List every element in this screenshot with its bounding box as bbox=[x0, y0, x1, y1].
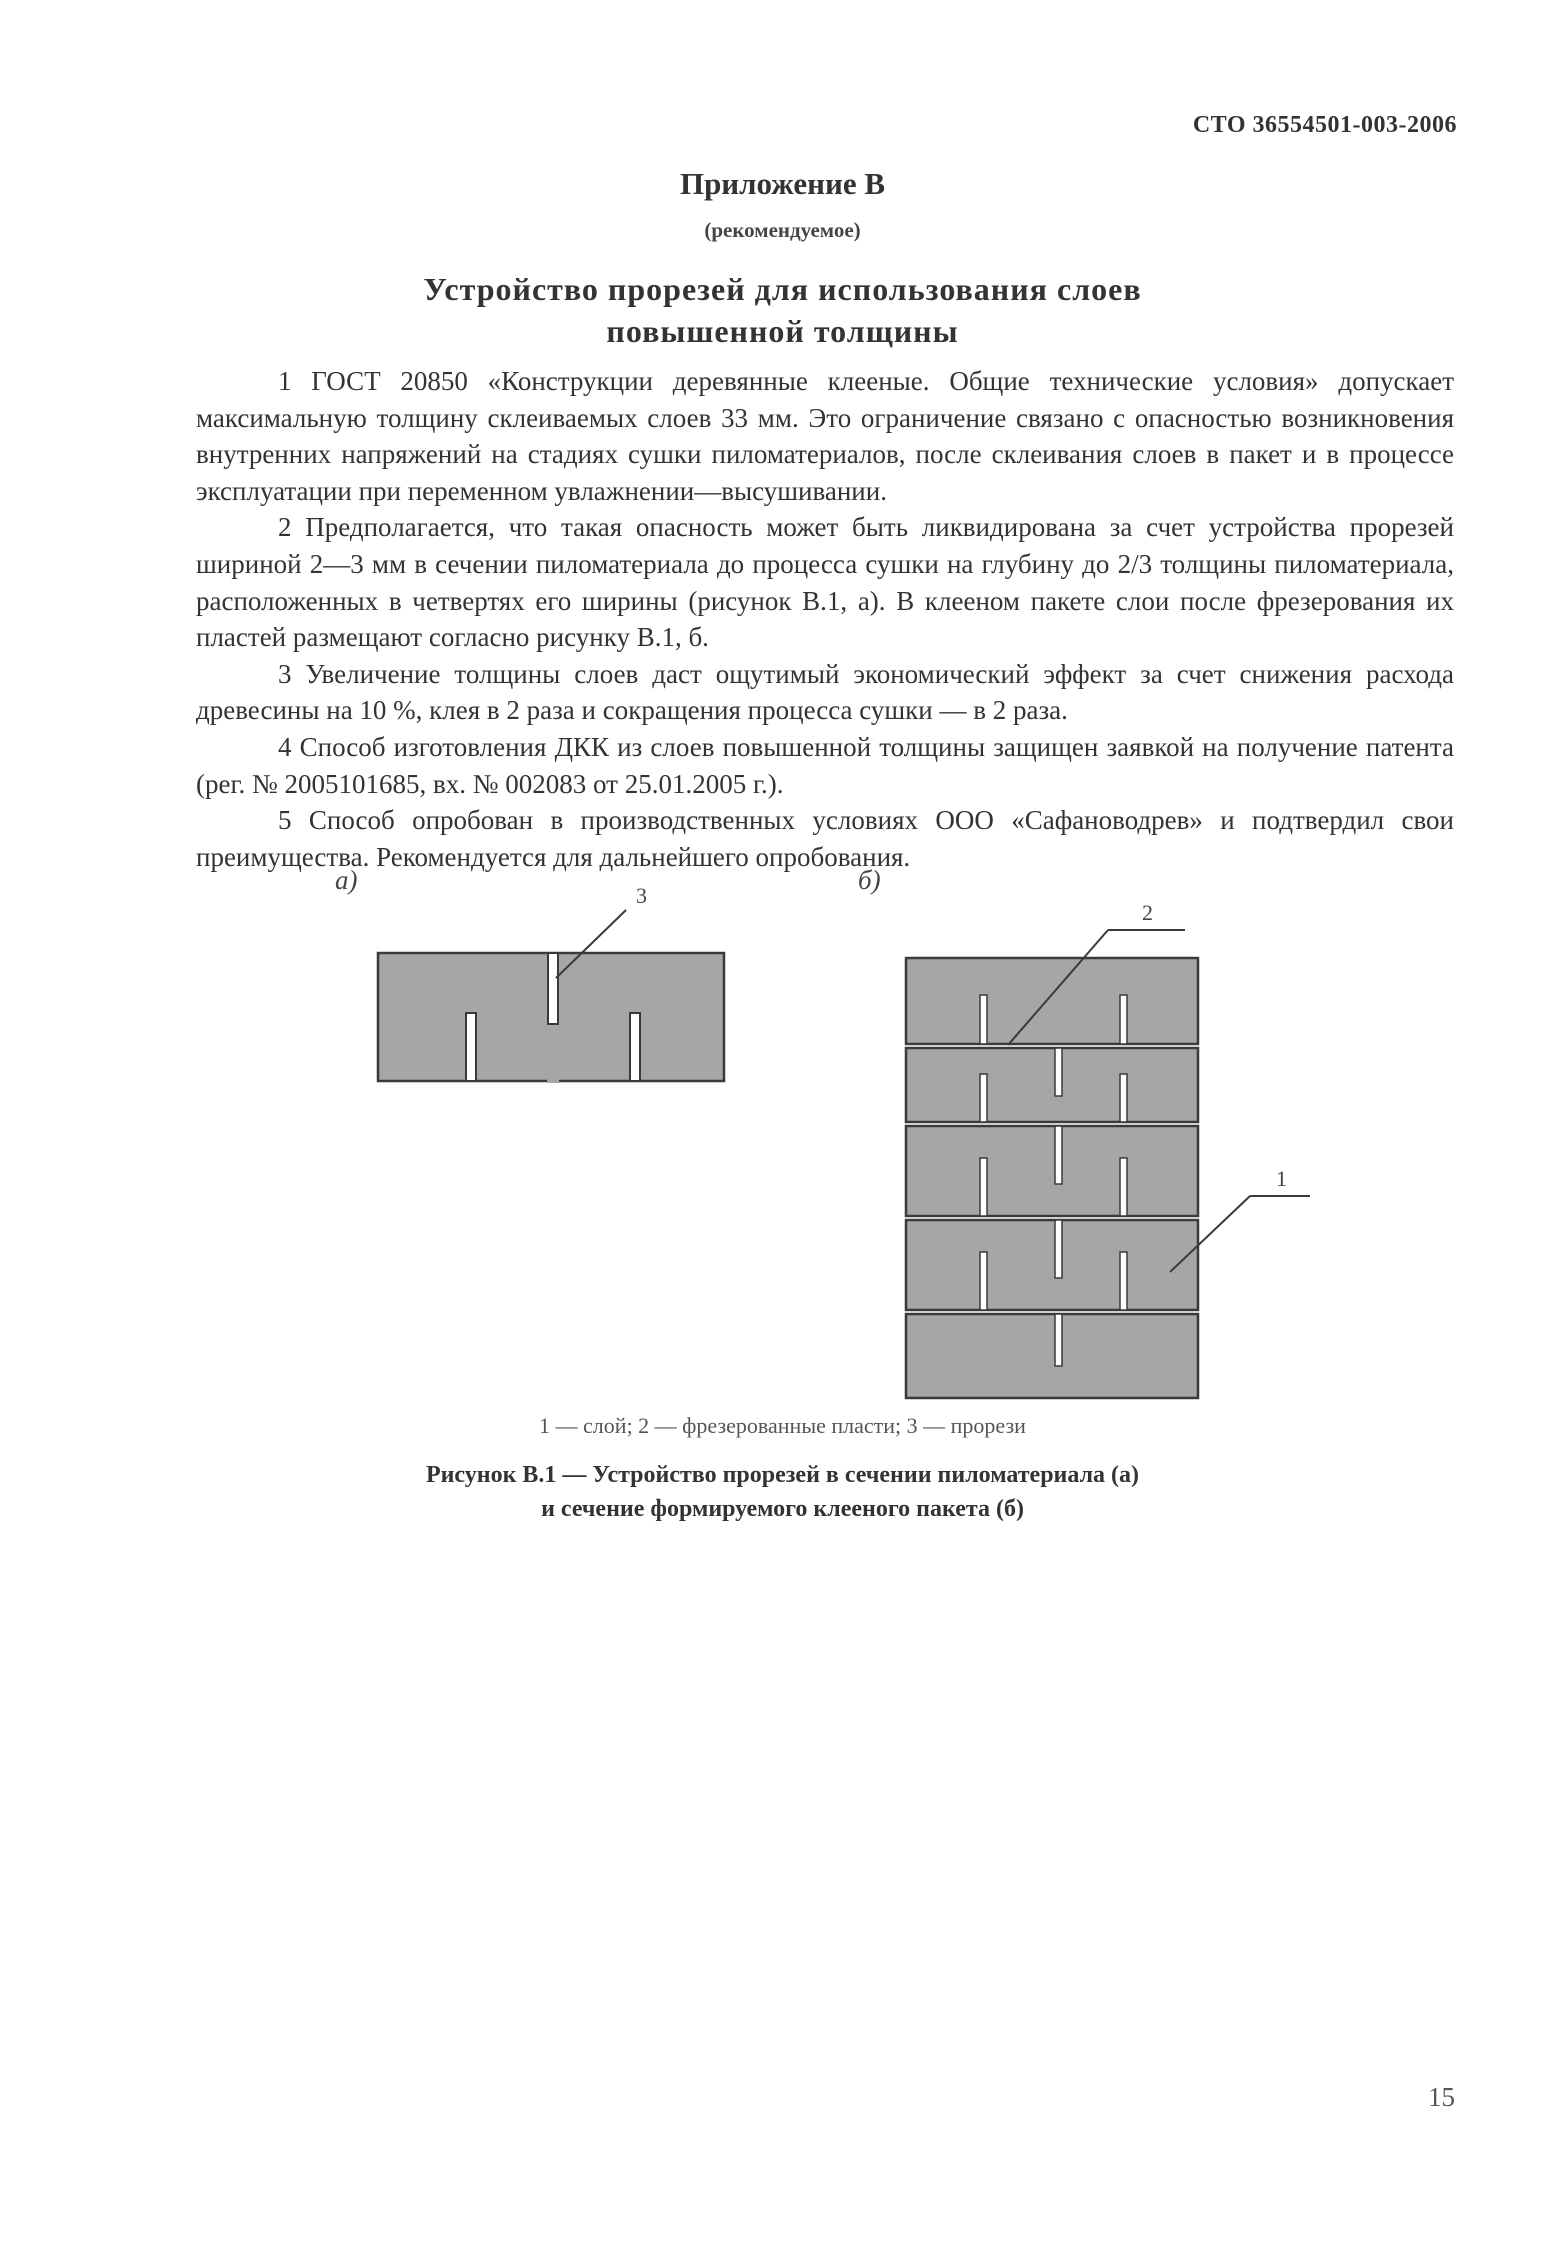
callout-1: 1 bbox=[1276, 1166, 1287, 1191]
paragraph-4: 4 Способ изготовления ДКК из слоев повышенной толщины защищен заявкой на получение патента (рег. № 2005101685, вх. № 002083 от 25.01.2005 г.). bbox=[196, 731, 1454, 799]
kerf-bottom-right bbox=[630, 1013, 640, 1081]
figure-caption-line-2: и сечение формируемого клееного пакета (б) bbox=[541, 1496, 1024, 1522]
kerf bbox=[980, 1252, 987, 1310]
kerf bbox=[980, 1158, 987, 1216]
layer-3 bbox=[906, 1126, 1198, 1216]
kerf bbox=[1055, 1126, 1062, 1184]
kerf bbox=[1055, 1048, 1062, 1096]
board-a-edge bbox=[547, 1077, 559, 1083]
document-code: СТО 36554501-003-2006 bbox=[1192, 112, 1457, 138]
kerf bbox=[1120, 1158, 1127, 1216]
layer-2 bbox=[906, 1048, 1198, 1122]
kerf-top bbox=[548, 953, 558, 1024]
layer-5 bbox=[906, 1314, 1198, 1398]
kerf-bottom-left bbox=[466, 1013, 476, 1081]
section-heading-line-1: Устройство прорезей для использования слоев bbox=[423, 271, 1142, 307]
kerf bbox=[1055, 1220, 1062, 1278]
figure-label-a: а) bbox=[335, 865, 358, 895]
paragraph-2: 2 Предполагается, что такая опасность может быть ликвидирована за счет устройства прорезей шириной 2—3 мм в сечении пиломатериала до процесса сушки на глубину до 2/3 толщины пиломатериала, расположенных в четвертях его ширины (рисунок В.1, а). В клееном пакете слои после фрезерования их пластей размещают согласно рисунку В.1, б. bbox=[196, 512, 1454, 653]
kerf bbox=[1120, 1252, 1127, 1310]
figure-caption bbox=[0, 1458, 1565, 1526]
board-cross-section-a bbox=[378, 883, 724, 1083]
callout-3: 3 bbox=[636, 883, 647, 908]
callout-2: 2 bbox=[1142, 900, 1153, 925]
paragraph-1: 1 ГОСТ 20850 «Конструкции деревянные клееные. Общие технические условия» допускает максимальную толщину склеиваемых слоев 33 мм. Это ограничение связано с опасностью возникновения внутренних напряжений на стадиях сушки пиломатериалов, после склеивания слоев в пакет и в процессе эксплуатации при переменном увлажнении—высушивании. bbox=[196, 366, 1454, 506]
paragraph-5: 5 Способ опробован в производственных условиях ООО «Сафановодрев» и подтвердил свои преимущества. Рекомендуется для дальнейшего опробования. bbox=[196, 805, 1454, 872]
kerf bbox=[980, 1074, 987, 1122]
layer-4 bbox=[906, 1220, 1198, 1310]
figure-legend: 1 — слой; 2 — фрезерованные пласти; 3 — прорези bbox=[539, 1413, 1026, 1438]
layer-1 bbox=[906, 958, 1198, 1044]
kerf bbox=[980, 995, 987, 1044]
kerf bbox=[1120, 995, 1127, 1044]
paragraph-3: 3 Увеличение толщины слоев даст ощутимый экономический эффект за счет снижения расхода древесины на 10 %, клея в 2 раза и сокращения процесса сушки — в 2 раза. bbox=[196, 658, 1454, 726]
section-heading-line-2: повышенной толщины bbox=[606, 313, 959, 349]
kerf bbox=[1120, 1074, 1127, 1122]
glued-package-b bbox=[906, 900, 1310, 1398]
figure-label-b: б) bbox=[858, 865, 881, 895]
kerf bbox=[1055, 1314, 1062, 1366]
appendix-subtitle: (рекомендуемое) bbox=[704, 218, 861, 242]
appendix-title: Приложение В bbox=[679, 166, 886, 201]
page-number: 15 bbox=[1428, 2082, 1455, 2112]
figure-caption-line-1: Рисунок В.1 — Устройство прорезей в сечении пиломатериала (а) bbox=[425, 1462, 1140, 1488]
